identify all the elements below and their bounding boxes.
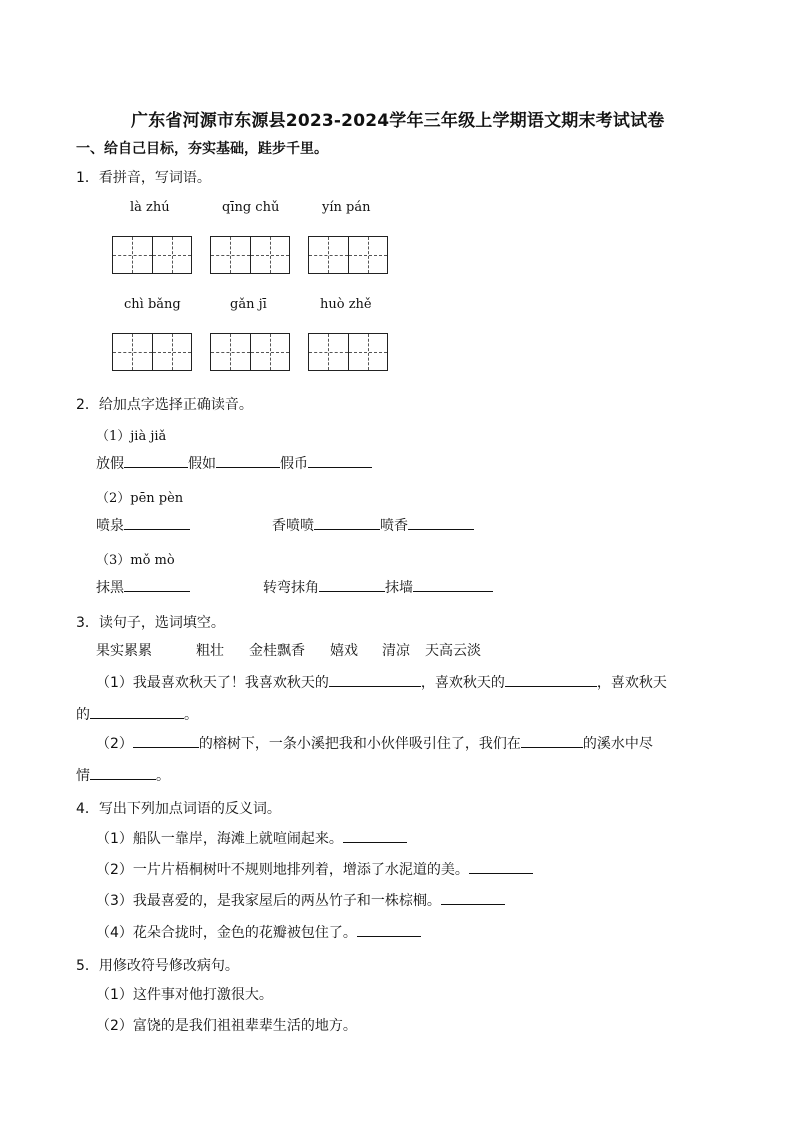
answer-blank[interactable] bbox=[357, 924, 421, 937]
sentence-text: （1）我最喜欢秋天了！我喜欢秋天的 bbox=[96, 675, 329, 691]
pinyin-5: gǎn jī bbox=[230, 297, 267, 312]
word: 转弯抹角 bbox=[263, 580, 319, 596]
word: 抹黑 bbox=[96, 580, 124, 596]
q3-sentence-2-cont bbox=[76, 767, 170, 785]
q2-sub-2: （2）pēn pèn bbox=[96, 491, 184, 506]
word: 喷泉 bbox=[96, 518, 124, 534]
question-4-label: 4．写出下列加点词语的反义词。 bbox=[76, 801, 281, 817]
sentence-text: ，喜欢秋天的 bbox=[420, 675, 505, 691]
sentence-text: ，喜欢秋天 bbox=[596, 675, 667, 691]
word: 香喷喷 bbox=[272, 518, 314, 534]
q2-sub-2-line-b bbox=[272, 517, 474, 535]
q2-sub-3-line-a bbox=[96, 579, 190, 597]
word-bank-3: 金桂飘香 bbox=[249, 643, 305, 659]
question-1-label: 1．看拼音，写词语。 bbox=[76, 170, 211, 186]
answer-blank[interactable] bbox=[124, 517, 190, 530]
q4-item-2 bbox=[96, 861, 533, 879]
sentence-text: （2）一片片梧桐树叶不规则地排列着，增添了水泥道的美。 bbox=[96, 862, 469, 878]
pinyin-2: qīng chǔ bbox=[222, 200, 280, 215]
answer-blank[interactable] bbox=[90, 767, 156, 780]
answer-blank[interactable] bbox=[216, 455, 280, 468]
sentence-text: 。 bbox=[156, 768, 170, 784]
writing-box-3[interactable] bbox=[308, 236, 388, 274]
q2-sub-1: （1）jià jiǎ bbox=[96, 429, 167, 444]
section-heading: 一、给自己目标，夯实基础，跬步千里。 bbox=[76, 141, 328, 157]
word-bank-5: 清凉 bbox=[382, 643, 410, 659]
q4-item-1 bbox=[96, 830, 407, 848]
q2-sub-2-line-a bbox=[96, 517, 190, 535]
writing-box-6[interactable] bbox=[308, 333, 388, 371]
sentence-text: （1）船队一靠岸，海滩上就喧闹起来。 bbox=[96, 831, 343, 847]
pinyin-3: yín pán bbox=[322, 200, 371, 215]
answer-blank[interactable] bbox=[133, 735, 199, 748]
answer-blank[interactable] bbox=[314, 517, 380, 530]
answer-blank[interactable] bbox=[413, 579, 493, 592]
writing-box-5[interactable] bbox=[210, 333, 290, 371]
word: 抹墙 bbox=[385, 580, 413, 596]
q2-sub-1-line bbox=[96, 455, 372, 473]
sentence-text: 的榕树下，一条小溪把我和小伙伴吸引住了，我们在 bbox=[198, 736, 521, 752]
q3-sentence-1 bbox=[96, 674, 667, 692]
writing-box-2[interactable] bbox=[210, 236, 290, 274]
answer-blank[interactable] bbox=[469, 861, 533, 874]
question-5-label: 5．用修改符号修改病句。 bbox=[76, 958, 239, 974]
q5-item-1: （1）这件事对他打激很大。 bbox=[96, 987, 273, 1003]
pinyin-6: huò zhě bbox=[320, 297, 372, 312]
q2-sub-3: （3）mǒ mò bbox=[96, 553, 175, 568]
q4-item-3 bbox=[96, 892, 505, 910]
answer-blank[interactable] bbox=[408, 517, 474, 530]
sentence-text: （3）我最喜爱的，是我家屋后的两丛竹子和一株棕榈。 bbox=[96, 893, 441, 909]
question-3-label: 3．读句子，选词填空。 bbox=[76, 615, 225, 631]
word-bank-2: 粗壮 bbox=[196, 643, 224, 659]
word: 放假 bbox=[96, 456, 124, 472]
answer-blank[interactable] bbox=[441, 892, 505, 905]
sentence-text: 。 bbox=[184, 707, 198, 723]
answer-blank[interactable] bbox=[329, 674, 421, 687]
q2-sub-3-line-b bbox=[263, 579, 493, 597]
word-bank-1: 果实累累 bbox=[96, 643, 152, 659]
q4-item-4 bbox=[96, 924, 421, 942]
pinyin-4: chì bǎng bbox=[124, 297, 181, 312]
answer-blank[interactable] bbox=[505, 674, 597, 687]
sentence-text: 情 bbox=[76, 768, 90, 784]
pinyin-1: là zhú bbox=[130, 200, 170, 215]
q3-sentence-1-cont bbox=[76, 706, 198, 724]
answer-blank[interactable] bbox=[521, 735, 583, 748]
q3-sentence-2 bbox=[96, 735, 653, 753]
writing-box-1[interactable] bbox=[112, 236, 192, 274]
word: 假币 bbox=[280, 456, 308, 472]
answer-blank[interactable] bbox=[319, 579, 385, 592]
answer-blank[interactable] bbox=[124, 455, 188, 468]
word-bank-6: 天高云淡 bbox=[425, 643, 481, 659]
word: 喷香 bbox=[380, 518, 408, 534]
sentence-text: 的 bbox=[76, 707, 90, 723]
sentence-text: 的溪水中尽 bbox=[582, 736, 653, 752]
question-2-label: 2．给加点字选择正确读音。 bbox=[76, 397, 253, 413]
answer-blank[interactable] bbox=[124, 579, 190, 592]
sentence-text: （2） bbox=[96, 736, 133, 752]
answer-blank[interactable] bbox=[90, 706, 184, 719]
answer-blank[interactable] bbox=[308, 455, 372, 468]
page-title: 广东省河源市东源县2023-2024学年三年级上学期语文期末考试试卷 bbox=[131, 111, 665, 131]
word: 假如 bbox=[188, 456, 216, 472]
sentence-text: （4）花朵合拢时，金色的花瓣被包住了。 bbox=[96, 925, 357, 941]
q5-item-2: （2）富饶的是我们祖祖辈辈生活的地方。 bbox=[96, 1018, 357, 1034]
word-bank-4: 嬉戏 bbox=[330, 643, 358, 659]
writing-box-4[interactable] bbox=[112, 333, 192, 371]
answer-blank[interactable] bbox=[343, 830, 407, 843]
